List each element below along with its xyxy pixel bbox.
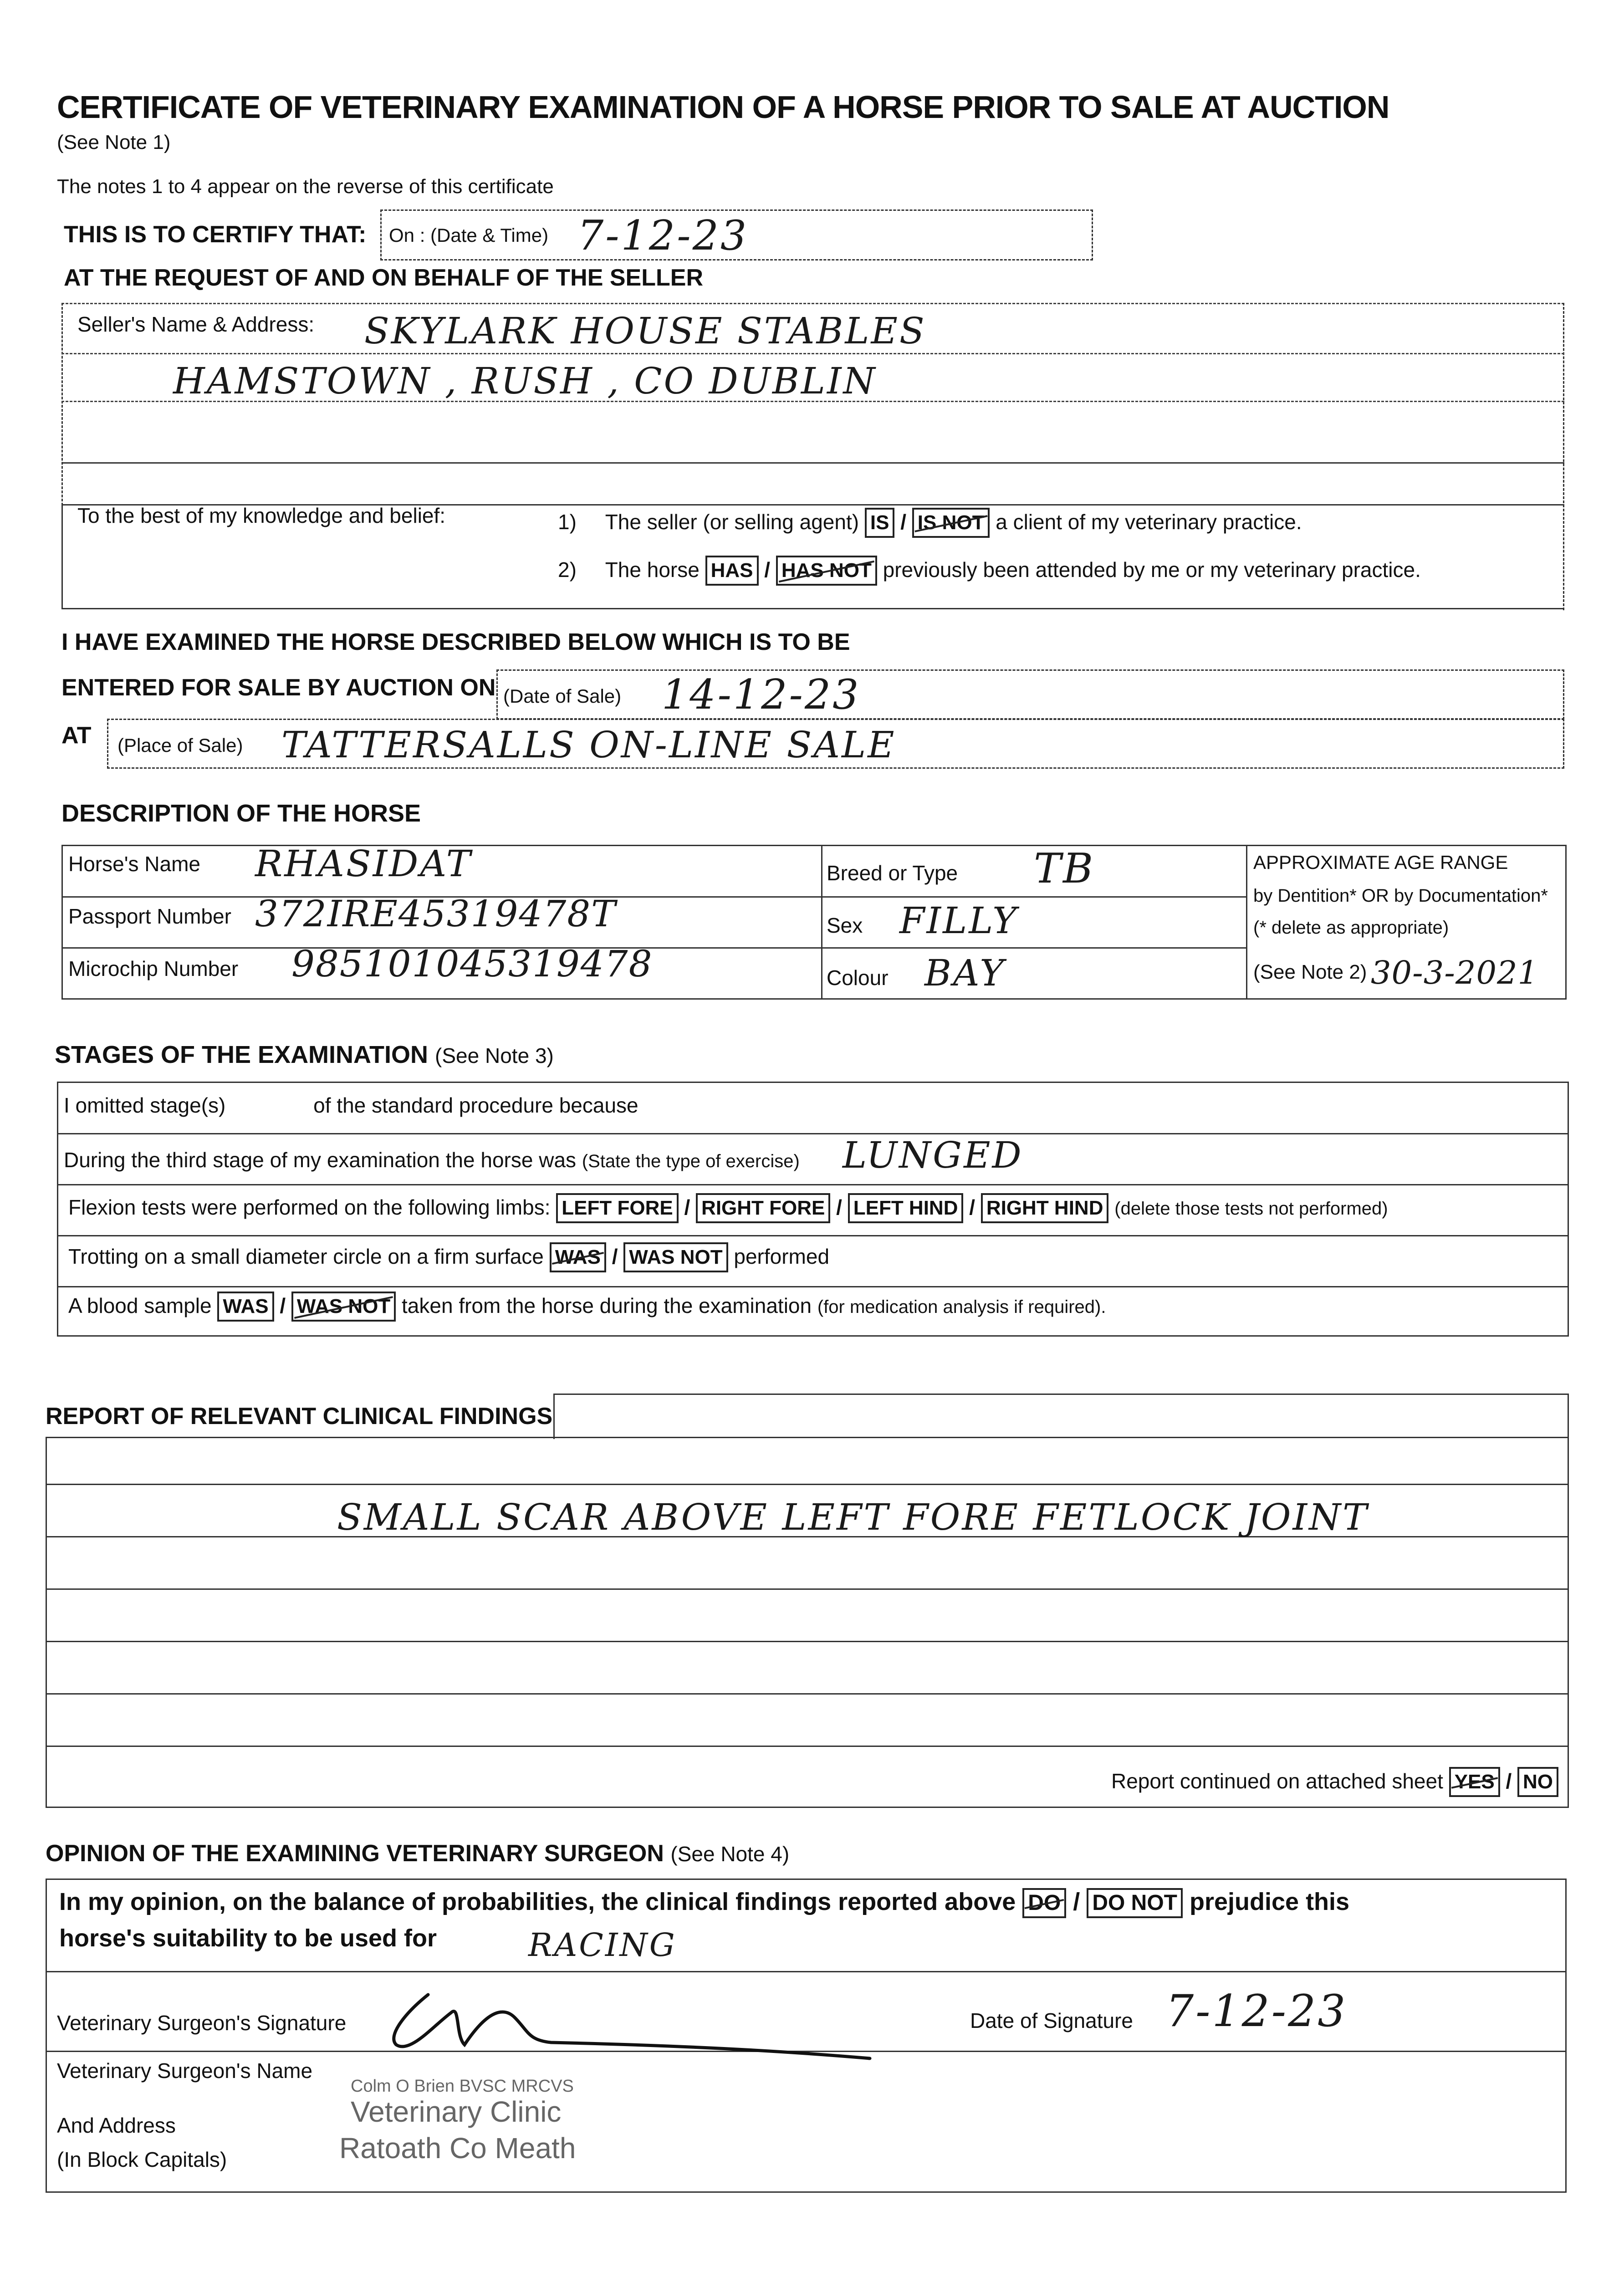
seller-address-line1[interactable]: SKYLARK HOUSE STABLES <box>364 310 926 352</box>
item1-separator: / <box>900 510 906 534</box>
trot-post: performed <box>734 1245 830 1268</box>
report-continued-label: Report continued on attached sheet <box>1111 1769 1443 1793</box>
opinion-line1 <box>59 1888 1349 1918</box>
horse-name-value[interactable]: RHASIDAT <box>255 842 473 885</box>
knowledge-item-1 <box>558 508 1302 538</box>
third-stage-note: (State the type of exercise) <box>582 1151 800 1171</box>
flexion-label: Flexion tests were performed on the following limbs: <box>68 1195 551 1219</box>
microchip-label: Microchip Number <box>68 957 239 980</box>
opinion-heading-text: OPINION OF THE EXAMINING VETERINARY SURGEON <box>46 1840 664 1867</box>
report-box <box>46 1437 1569 1808</box>
flexion-separator: / <box>969 1195 975 1219</box>
colour-label: Colour <box>827 966 889 990</box>
stages-heading <box>55 1041 554 1069</box>
blood-label: A blood sample <box>68 1294 212 1317</box>
trot-row <box>68 1242 829 1272</box>
trot-was-option[interactable]: WAS <box>550 1242 606 1272</box>
blood-row <box>68 1292 1106 1322</box>
opinion-heading-note: (See Note 4) <box>670 1842 790 1866</box>
omitted-label: I omitted stage(s) <box>64 1093 226 1117</box>
omitted-rest: of the standard procedure because <box>313 1093 638 1117</box>
passport-label: Passport Number <box>68 904 231 928</box>
signature-label: Veterinary Surgeon's Signature <box>57 2011 347 2035</box>
signature-scribble[interactable] <box>378 1976 902 2068</box>
block-capitals-label: (In Block Capitals) <box>57 2148 227 2171</box>
notes-line: The notes 1 to 4 appear on the reverse of this certificate <box>57 175 554 198</box>
flexion-left-fore[interactable]: LEFT FORE <box>556 1193 678 1223</box>
item2-separator: / <box>764 558 771 582</box>
stages-heading-text: STAGES OF THE EXAMINATION <box>55 1041 429 1068</box>
age-value[interactable]: 30-3-2021 <box>1371 954 1539 991</box>
breed-label: Breed or Type <box>827 861 958 885</box>
stamp-line1: Colm O Brien BVSC MRCVS <box>351 2077 574 2096</box>
item1-text: The seller (or selling agent) <box>605 510 859 534</box>
report-continued-separator: / <box>1506 1769 1512 1793</box>
flexion-row <box>68 1193 1388 1223</box>
item2-post-text: previously been attended by me or my veterinary practice. <box>883 558 1421 582</box>
flexion-separator: / <box>684 1195 690 1219</box>
stamp-line2: Veterinary Clinic <box>351 2095 562 2128</box>
third-stage-value[interactable]: LUNGED <box>843 1134 1023 1176</box>
flexion-left-hind[interactable]: LEFT HIND <box>848 1193 964 1223</box>
sale-date-label: (Date of Sale) <box>503 685 622 707</box>
colour-value[interactable]: BAY <box>924 952 1006 994</box>
third-stage-label: During the third stage of my examination the horse was <box>64 1148 577 1172</box>
third-stage-row <box>64 1148 800 1172</box>
opinion-line2: horse's suitability to be used for <box>59 1925 437 1952</box>
blood-post: taken from the horse during the examination <box>402 1294 812 1317</box>
sale-date-field[interactable] <box>496 669 1564 720</box>
item1-post-text: a client of my veterinary practice. <box>996 510 1302 534</box>
flexion-right-fore[interactable]: RIGHT FORE <box>696 1193 830 1223</box>
see-note-1: (See Note 1) <box>57 131 171 153</box>
microchip-value[interactable]: 985101045319478 <box>291 943 653 985</box>
breed-value[interactable]: TB <box>1034 845 1095 893</box>
sex-label: Sex <box>827 914 863 937</box>
sale-date-value: 14-12-23 <box>662 671 861 719</box>
age-delete-note: (* delete as appropriate) <box>1253 918 1449 938</box>
trot-was-not-option[interactable]: WAS NOT <box>623 1242 728 1272</box>
sale-place-label: (Place of Sale) <box>117 735 243 756</box>
on-date-value: 7-12-23 <box>577 212 749 260</box>
date-time-field[interactable] <box>380 209 1093 260</box>
auction-heading: ENTERED FOR SALE BY AUCTION ON <box>61 674 496 701</box>
report-finding[interactable]: SMALL SCAR ABOVE LEFT FORE FETLOCK JOINT <box>337 1496 1369 1538</box>
report-heading: REPORT OF RELEVANT CLINICAL FINDINGS <box>46 1403 553 1430</box>
flexion-note: (delete those tests not performed) <box>1114 1199 1388 1219</box>
opinion-do-not-option[interactable]: DO NOT <box>1087 1888 1183 1918</box>
horse-name-label: Horse's Name <box>68 852 200 876</box>
blood-separator: / <box>280 1294 286 1317</box>
sale-place-field[interactable] <box>107 719 1564 769</box>
report-heading-box <box>553 1394 1569 1439</box>
date-of-signature-label: Date of Signature <box>970 2009 1134 2032</box>
sale-place-value: TATTERSALLS ON-LINE SALE <box>281 724 896 766</box>
examined-heading: I HAVE EXAMINED THE HORSE DESCRIBED BELOW WHICH IS TO BE <box>61 629 850 655</box>
age-range-heading: APPROXIMATE AGE RANGE <box>1253 852 1508 873</box>
seller-name-label: Seller's Name & Address: <box>77 312 315 336</box>
opinion-text: In my opinion, on the balance of probabilities, the clinical findings reported above <box>59 1888 1016 1915</box>
omitted-row <box>64 1093 638 1118</box>
opinion-use-value[interactable]: RACING <box>528 1926 677 1964</box>
age-by-dentition: by Dentition* OR by Documentation* <box>1253 886 1548 906</box>
item2-number: 2) <box>558 558 577 582</box>
item1-number: 1) <box>558 510 577 534</box>
at-label: AT <box>61 722 92 749</box>
on-date-label: On : (Date & Time) <box>389 225 549 246</box>
blood-note: (for medication analysis if required). <box>817 1297 1106 1317</box>
seller-is-option[interactable]: IS <box>865 508 895 538</box>
opinion-separator: / <box>1073 1888 1080 1915</box>
trot-separator: / <box>612 1245 618 1268</box>
item2-text: The horse <box>605 558 700 582</box>
opinion-do-option[interactable]: DO <box>1022 1888 1066 1918</box>
horse-has-option[interactable]: HAS <box>705 556 759 586</box>
blood-was-not-option[interactable]: WAS NOT <box>291 1292 396 1322</box>
request-heading: AT THE REQUEST OF AND ON BEHALF OF THE SELLER <box>64 265 703 291</box>
date-of-signature-value[interactable]: 7-12-23 <box>1166 1986 1348 2037</box>
description-heading: DESCRIPTION OF THE HORSE <box>61 800 421 827</box>
seller-address-line2[interactable]: HAMSTOWN , RUSH , CO DUBLIN <box>173 360 877 402</box>
certify-label: THIS IS TO CERTIFY THAT: <box>64 221 367 248</box>
report-continued <box>1111 1767 1558 1797</box>
opinion-heading <box>46 1840 789 1867</box>
seller-is-not-option[interactable]: IS NOT <box>912 508 990 538</box>
age-see-note: (See Note 2) <box>1253 961 1367 983</box>
report-continued-yes[interactable]: YES <box>1449 1767 1500 1797</box>
sex-value[interactable]: FILLY <box>899 899 1019 942</box>
blood-was-option[interactable]: WAS <box>217 1292 274 1322</box>
trot-label: Trotting on a small diameter circle on a firm surface <box>68 1245 544 1268</box>
stages-heading-note: (See Note 3) <box>435 1044 554 1067</box>
surgeon-name-label: Veterinary Surgeon's Name <box>57 2059 313 2083</box>
stamp-line3: Ratoath Co Meath <box>339 2132 576 2165</box>
knowledge-label: To the best of my knowledge and belief: <box>77 504 446 527</box>
certificate-title: CERTIFICATE OF VETERINARY EXAMINATION OF A HORSE PRIOR TO SALE AT AUCTION <box>57 89 1389 125</box>
report-continued-no[interactable]: NO <box>1517 1767 1558 1797</box>
flexion-right-hind[interactable]: RIGHT HIND <box>981 1193 1109 1223</box>
passport-value[interactable]: 372IRE45319478T <box>255 893 617 935</box>
horse-has-not-option[interactable]: HAS NOT <box>776 556 877 586</box>
opinion-text-post: prejudice this <box>1190 1888 1350 1915</box>
surgeon-address-label: And Address <box>57 2114 176 2137</box>
knowledge-item-2 <box>558 556 1421 586</box>
flexion-separator: / <box>836 1195 842 1219</box>
